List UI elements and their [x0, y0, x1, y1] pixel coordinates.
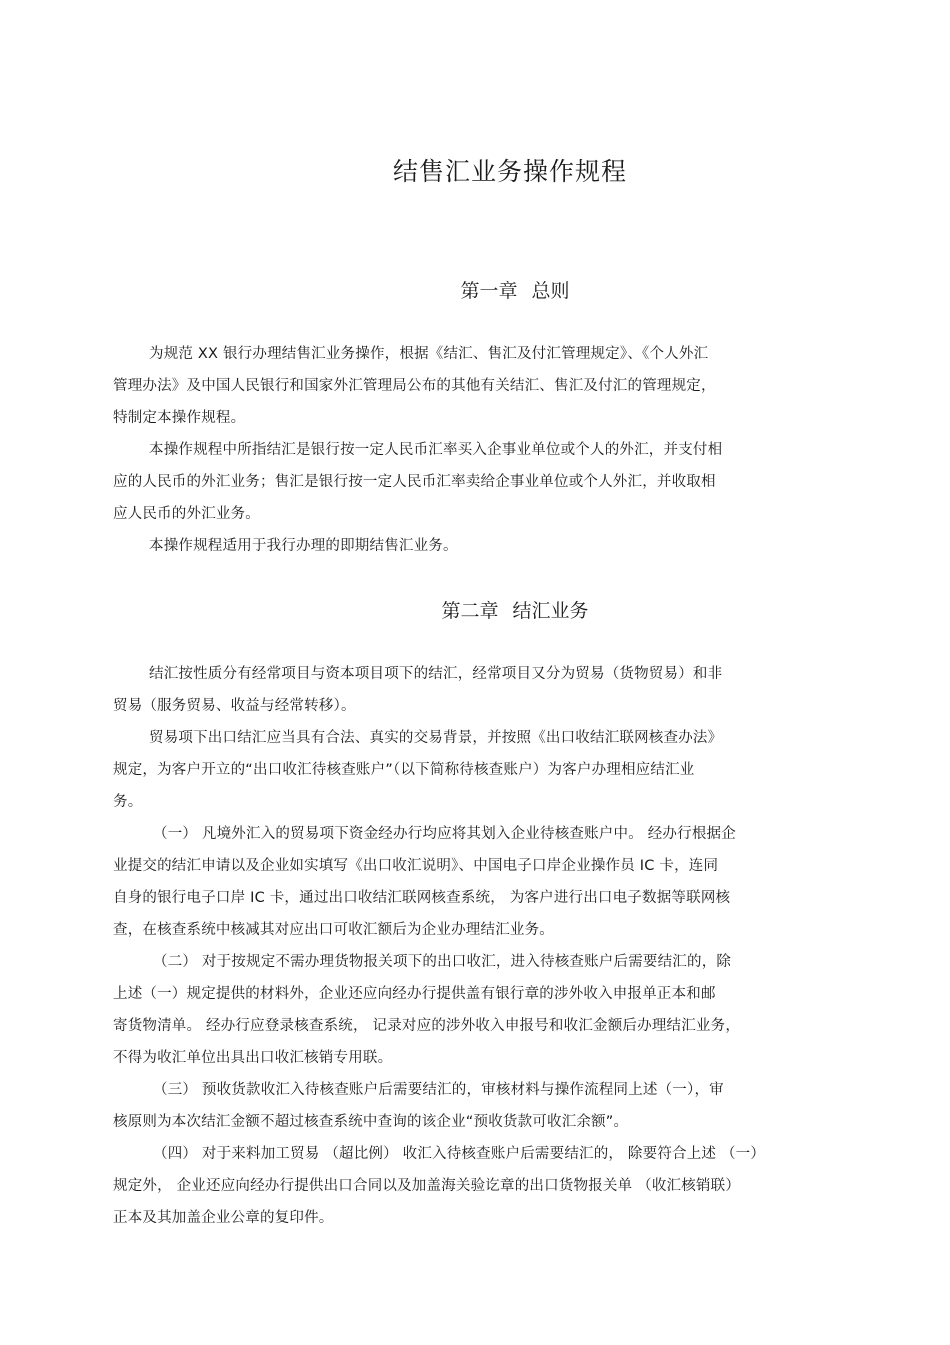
paragraph-line: （三） 预收货款收汇入待核查账户后需要结汇的，审核材料与操作流程同上述（一），审 [153, 1082, 724, 1098]
chapter-2-heading [0, 596, 950, 623]
paragraph-line: 结汇按性质分有经常项目与资本项目项下的结汇，经常项目又分为贸易（货物贸易）和非 [149, 666, 723, 682]
paragraph-line: 不得为收汇单位出具出口收汇核销专用联。 [113, 1050, 393, 1066]
paragraph-line: 为规范 XX 银行办理结售汇业务操作，根据《结汇、售汇及付汇管理规定》、《个人外汇 [149, 346, 709, 362]
paragraph-line: 本操作规程中所指结汇是银行按一定人民币汇率买入企事业单位或个人的外汇，并支付相 [149, 442, 723, 458]
paragraph-line: 规定，为客户开立的“出口收汇待核查账户”（以下简称待核查账户）为客户办理相应结汇业 [113, 762, 695, 778]
chapter-2-number: 第二章 [441, 600, 499, 622]
chapter-2-name: 结汇业务 [512, 600, 589, 622]
paragraph-line: 管理办法》及中国人民银行和国家外汇管理局公布的其他有关结汇、售汇及付汇的管理规定， [113, 378, 716, 394]
paragraph-line: 查，在核查系统中核减其对应出口可收汇额后为企业办理结汇业务。 [113, 922, 554, 938]
paragraph-line: 上述（一）规定提供的材料外，企业还应向经办行提供盖有银行章的涉外收入申报单正本和邮 [113, 986, 716, 1002]
paragraph-line: （一） 凡境外汇入的贸易项下资金经办行均应将其划入企业待核查账户中。 经办行根据企 [153, 826, 736, 842]
paragraph-line: （二） 对于按规定不需办理货物报关项下的出口收汇，进入待核查账户后需要结汇的，除 [153, 954, 732, 970]
paragraph-line: （四） 对于来料加工贸易 （超比例） 收汇入待核查账户后需要结汇的， 除要符合上述 （一） [153, 1146, 766, 1162]
document-title: 结售汇业务操作规程 [392, 157, 627, 186]
paragraph-line: 规定外， 企业还应向经办行提供出口合同以及加盖海关验讫章的出口货物报关单 （收汇核销联） [113, 1178, 741, 1194]
paragraph-line: 务。 [113, 794, 143, 810]
paragraph-line: 业提交的结汇申请以及企业如实填写《出口收汇说明》、中国电子口岸企业操作员 IC 卡，连同 [113, 858, 719, 874]
paragraph-line: 特制定本操作规程。 [113, 410, 246, 426]
chapter-1-number: 第一章 [460, 280, 518, 302]
paragraph-line: 正本及其加盖企业公章的复印件。 [113, 1210, 334, 1226]
paragraph-line: 核原则为本次结汇金额不超过核查系统中查询的该企业“预收货款可收汇余额”。 [113, 1114, 629, 1130]
paragraph-line: 寄货物清单。 经办行应登录核查系统， 记录对应的涉外收入申报号和收汇金额后办理结汇业务， [113, 1018, 741, 1034]
paragraph-line: 应人民币的外汇业务。 [113, 506, 260, 522]
paragraph-line: 应的人民币的外汇业务；售汇是银行按一定人民币汇率卖给企事业单位或个人外汇，并收取相 [113, 474, 716, 490]
paragraph-line: 贸易项下出口结汇应当具有合法、真实的交易背景，并按照《出口收结汇联网核查办法》 [149, 730, 723, 746]
paragraph-line: 本操作规程适用于我行办理的即期结售汇业务。 [149, 538, 458, 554]
chapter-1-heading [0, 276, 950, 303]
paragraph-line: 贸易（服务贸易、收益与经常转移）。 [113, 698, 356, 714]
chapter-1-name: 总则 [531, 280, 570, 302]
paragraph-line: 自身的银行电子口岸 IC 卡，通过出口收结汇联网核查系统， 为客户进行出口电子数据等联网核 [113, 890, 731, 906]
